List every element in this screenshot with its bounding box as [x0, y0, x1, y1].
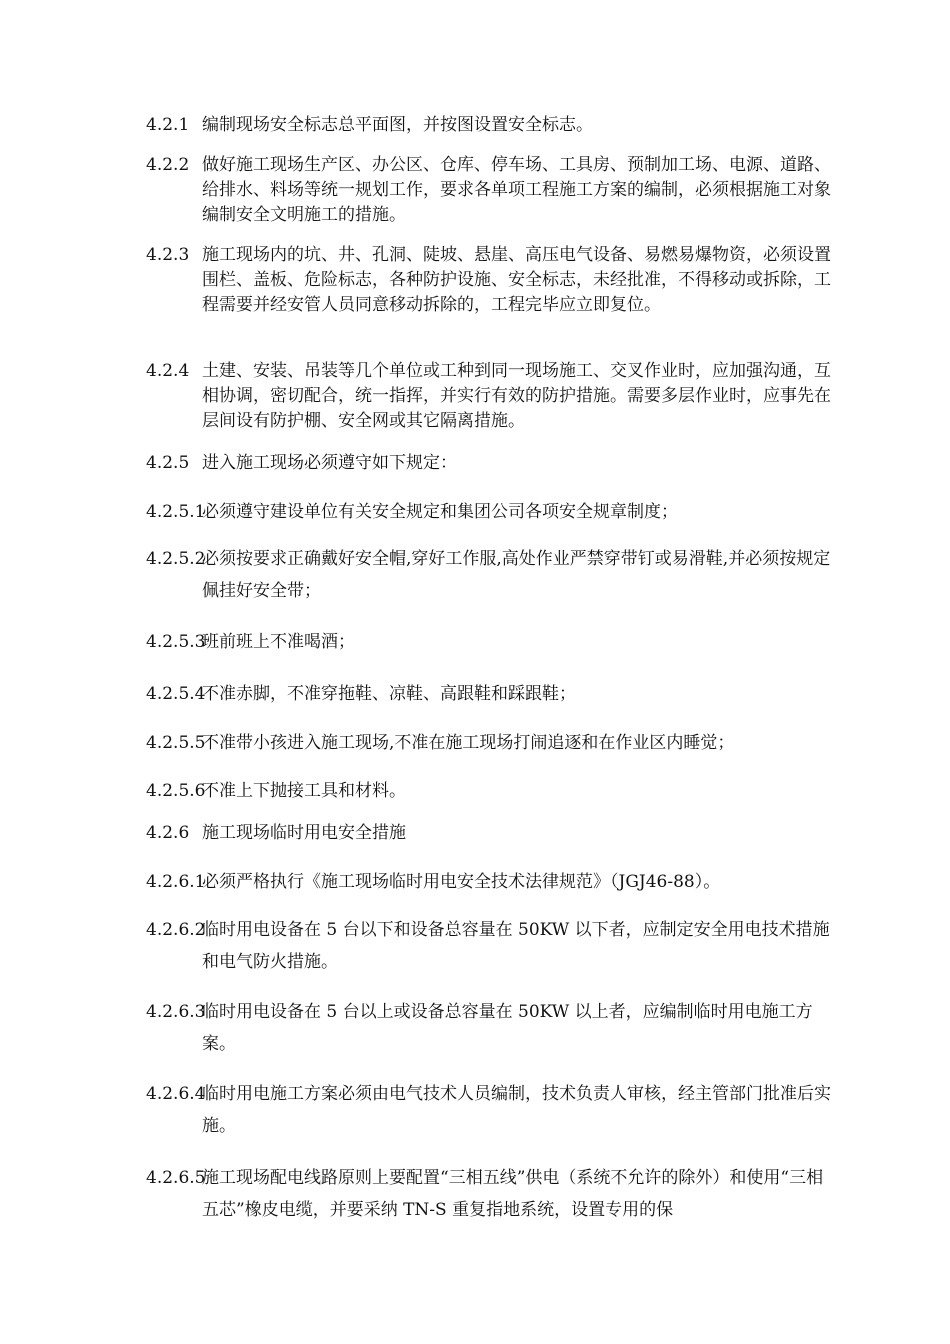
- clause-text: 施工现场内的坑、井、孔洞、陡坡、悬崖、高压电气设备、易燃易爆物资，必须设置围栏、盖板、危险标志，各种防护设施、安全标志，未经批准，不得移动或拆除，工程需要并经安管人员同意移动拆除的，工程完毕应立即复位。: [202, 245, 831, 315]
- clause-4-2-5-2: [146, 543, 838, 607]
- clause-text: 临时用电设备在 5 台以下和设备总容量在 50KW 以下者，应制定安全用电技术措施和电气防火措施。: [202, 920, 830, 972]
- clause-4-2-4: [146, 359, 838, 434]
- clause-text: 班前班上不准喝酒；: [202, 632, 355, 652]
- clause-number: 4.2.6.1: [146, 872, 206, 892]
- clause-4-2-6-4: [146, 1078, 838, 1142]
- clause-4-2-1: [146, 113, 838, 138]
- clause-number: 4.2.5.2: [146, 549, 206, 569]
- clause-4-2-5-4: [146, 678, 838, 710]
- clause-number: 4.2.5.1: [146, 502, 206, 522]
- clause-number: 4.2.5.4: [146, 684, 206, 704]
- clause-text: 编制现场安全标志总平面图，并按图设置安全标志。: [202, 115, 593, 135]
- clause-text: 施工现场临时用电安全措施: [202, 823, 406, 843]
- clause-4-2-3: [146, 243, 838, 318]
- clause-number: 4.2.6.4: [146, 1084, 206, 1104]
- clause-4-2-6-2: [146, 914, 838, 978]
- clause-text: 不准上下抛接工具和材料。: [202, 781, 406, 801]
- clause-4-2-5-6: [146, 775, 838, 807]
- clause-number: 4.2.4: [146, 361, 190, 381]
- clause-text: 施工现场配电线路原则上要配置“三相五线”供电（系统不允许的除外）和使用“三相五芯”橡皮电缆，并要采纳 TN-S 重复指地系统，设置专用的保: [202, 1168, 824, 1220]
- clause-number: 4.2.3: [146, 245, 190, 265]
- clause-text: 不准赤脚，不准穿拖鞋、凉鞋、高跟鞋和踩跟鞋；: [202, 684, 576, 704]
- clause-4-2-6-3: [146, 996, 838, 1060]
- clause-text: 土建、安装、吊装等几个单位或工种到同一现场施工、交叉作业时，应加强沟通，互相协调，密切配合，统一指挥，并实行有效的防护措施。需要多层作业时，应事先在层间设有防护棚、安全网或其它隔离措施。: [202, 361, 831, 431]
- clause-number: 4.2.5.5: [146, 733, 206, 753]
- clause-number: 4.2.5: [146, 453, 190, 473]
- clause-text: 必须遵守建设单位有关安全规定和集团公司各项安全规章制度；: [202, 502, 678, 522]
- clause-number: 4.2.2: [146, 155, 190, 175]
- clause-4-2-6-1: [146, 866, 838, 898]
- clause-text: 必须按要求正确戴好安全帽,穿好工作服,高处作业严禁穿带钉或易滑鞋,并必须按规定佩挂好安全带；: [202, 549, 831, 601]
- clause-4-2-6-5: [146, 1162, 838, 1226]
- clause-number: 4.2.6.5: [146, 1168, 206, 1188]
- clause-number: 4.2.6.2: [146, 920, 206, 940]
- clause-4-2-5-3: [146, 626, 838, 658]
- clause-text: 临时用电施工方案必须由电气技术人员编制，技术负责人审核，经主管部门批准后实施。: [202, 1084, 831, 1136]
- clause-4-2-5-5: [146, 727, 838, 759]
- clause-4-2-2: [146, 153, 838, 228]
- clause-text: 做好施工现场生产区、办公区、仓库、停车场、工具房、预制加工场、电源、道路、给排水、料场等统一规划工作，要求各单项工程施工方案的编制，必须根据施工对象编制安全文明施工的措施。: [202, 155, 831, 225]
- clause-number: 4.2.6.3: [146, 1002, 206, 1022]
- clause-text: 临时用电设备在 5 台以上或设备总容量在 50KW 以上者，应编制临时用电施工方案。: [202, 1002, 813, 1054]
- clause-text: 进入施工现场必须遵守如下规定：: [202, 453, 457, 473]
- clause-4-2-5-1: [146, 496, 838, 528]
- clause-text: 不准带小孩进入施工现场,不准在施工现场打闹追逐和在作业区内睡觉；: [202, 733, 735, 753]
- clause-text: 必须严格执行《施工现场临时用电安全技术法律规范》（JGJ46-88）。: [202, 872, 721, 892]
- clause-number: 4.2.5.6: [146, 781, 206, 801]
- clause-number: 4.2.1: [146, 115, 190, 135]
- clause-number: 4.2.6: [146, 823, 190, 843]
- clause-4-2-6: [146, 817, 838, 849]
- clause-4-2-5: [146, 451, 838, 476]
- clause-number: 4.2.5.3: [146, 632, 206, 652]
